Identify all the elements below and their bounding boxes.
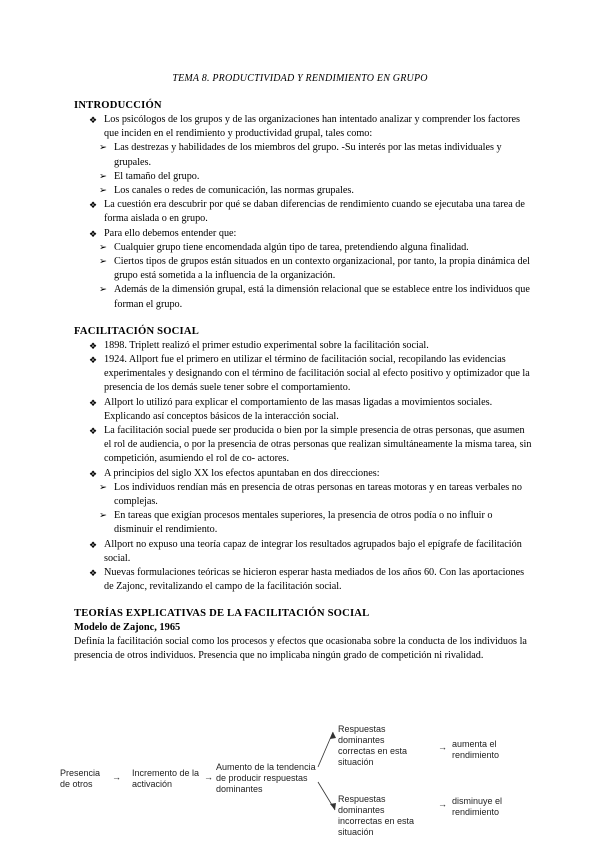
- sub-list-item: [44, 481, 534, 509]
- sub-list-item-text: En tareas que exigían procesos mentales superiores, la presencia de otros podía o no influir o disminuir el rendimiento.: [114, 510, 493, 536]
- sub-list-item-text: Cualquier grupo tiene encomendada algún tipo de tarea, pretendiendo alguna finalidad.: [114, 241, 469, 253]
- list-item: [74, 339, 534, 353]
- node-aumenta: aumenta el rendimiento: [452, 739, 500, 760]
- sub-list-item-text: Los individuos rendían más en presencia de otras personas en tareas motoras y en tareas verbales no complejas.: [114, 481, 522, 508]
- arrow-bullet-icon: ➢: [99, 186, 107, 197]
- list-item: [74, 566, 534, 594]
- node-incremento: Incremento de la activación: [132, 768, 200, 789]
- list-item: [74, 424, 534, 467]
- arrow-bullet-icon: ➢: [99, 171, 107, 182]
- list-item-text: Allport lo utilizó para explicar el comportamiento de las masas ligadas a movimientos sociales. Explicando así conceptos básicos de la interacción social.: [104, 396, 493, 422]
- sub-list-item-text: Además de la dimensión grupal, está la dimensión relacional que se establece entre los individuos que forman el grupo.: [114, 284, 530, 310]
- node-presencia: Presencia de otros: [60, 768, 101, 789]
- diamond-bullet-icon: ❖: [89, 468, 98, 479]
- diamond-bullet-icon: ❖: [89, 340, 98, 351]
- arrow-bullet-icon: ➢: [99, 143, 107, 154]
- section-heading-introduccion: INTRODUCCIÓN: [74, 100, 162, 111]
- subheading-zajonc: Modelo de Zajonc, 1965: [74, 621, 181, 633]
- intro-list: [74, 113, 534, 312]
- list-item: [74, 198, 534, 226]
- document-content: [74, 99, 534, 663]
- diamond-bullet-icon: ❖: [89, 200, 98, 211]
- branch-arrowhead-up: [330, 732, 336, 739]
- list-item: [74, 467, 534, 481]
- list-item-text: Nuevas formulaciones teóricas se hicieron esperar hasta mediados de los años 60. Con las aportaciones de Zajonc, revitalizando el campo de la facilitación social.: [104, 567, 525, 593]
- node-incorrectas: Respuestas dominantes incorrectas en esta situación: [338, 794, 415, 837]
- sub-list-item: [44, 283, 534, 311]
- section-heading-facilitacion: FACILITACIÓN SOCIAL: [74, 325, 199, 337]
- arrow-icon: →: [438, 742, 447, 752]
- document-title: TEMA 8. PRODUCTIVIDAD Y RENDIMIENTO EN GRUPO: [172, 73, 428, 84]
- arrow-bullet-icon: ➢: [99, 511, 107, 522]
- list-item: [74, 353, 534, 396]
- list-item-text: La cuestión era descubrir por qué se daban diferencias de rendimiento cuando se ejecutaba una tarea de forma aislada o en grupo.: [104, 199, 525, 225]
- list-item-text: 1898. Triplett realizó el primer estudio experimental sobre la facilitación social.: [104, 339, 429, 351]
- sub-list-item-text: Las destrezas y habilidades de los miembros del grupo. -Su interés por las metas individuales y grupales.: [114, 142, 502, 168]
- arrow-bullet-icon: ➢: [99, 257, 107, 268]
- list-item-text: Para ello debemos entender que:: [104, 227, 237, 239]
- diamond-bullet-icon: ❖: [89, 539, 98, 550]
- diamond-bullet-icon: ❖: [89, 568, 98, 579]
- sub-list-item: [44, 241, 534, 255]
- list-item: [74, 538, 534, 566]
- branch-arrowhead-down: [330, 803, 336, 810]
- arrow-icon: →: [204, 772, 213, 782]
- section-facilitacion-social: [74, 325, 534, 595]
- list-item-text: Allport no expuso una teoría capaz de integrar los resultados agrupados bajo el epígrafe de facilitación social.: [104, 538, 522, 564]
- node-disminuye: disminuye el rendimiento: [452, 796, 503, 817]
- section-introduccion: [74, 99, 534, 312]
- arrow-icon: →: [438, 799, 447, 809]
- diamond-bullet-icon: ❖: [89, 115, 98, 125]
- list-item-text: La facilitación social puede ser producida o bien por la simple presencia de otras personas, que asumen el rol de audiencia, o por la presencia de otras personas que realizan simultáneamente la misma tarea, sin competición, asumiendo el rol de co- actores.: [104, 425, 532, 465]
- sub-list-item: [44, 170, 534, 184]
- sub-list-item-text: El tamaño del grupo.: [114, 170, 200, 182]
- list-item: [74, 227, 534, 241]
- sub-list-item: [44, 141, 534, 169]
- node-aumento: Aumento de la tendencia de producir respuestas dominantes: [216, 762, 316, 794]
- section-heading-teorias: TEORÍAS EXPLICATIVAS DE LA FACILITACIÓN SOCIAL: [74, 607, 370, 619]
- arrow-bullet-icon: ➢: [99, 482, 107, 493]
- sub-list-item-text: Los canales o redes de comunicación, las normas grupales.: [114, 185, 354, 197]
- list-item: [74, 113, 534, 141]
- diamond-bullet-icon: ❖: [89, 355, 98, 366]
- arrow-icon: →: [112, 772, 121, 782]
- diamond-bullet-icon: ❖: [89, 397, 98, 408]
- section-teorias: [74, 607, 534, 663]
- diamond-bullet-icon: ❖: [89, 228, 98, 239]
- zajonc-paragraph: Definía la facilitación social como los procesos y efectos que ocasionaba sobre la conducta de los individuos la presencia de otros individuos. Presencia que no implicaba ningún grado de competición ni rivalidad.: [74, 635, 527, 661]
- list-item: [74, 396, 534, 424]
- arrow-bullet-icon: ➢: [99, 242, 107, 253]
- sub-list-item-text: Ciertos tipos de grupos están situados en un contexto organizacional, por tanto, la propia dinámica del grupo está sometida a la influencia de la organización.: [114, 256, 530, 282]
- sub-list-item: [44, 509, 534, 537]
- sub-list-item: [44, 255, 534, 283]
- sub-list-item: [44, 184, 534, 198]
- diamond-bullet-icon: ❖: [89, 426, 98, 437]
- facilitacion-list: [74, 339, 534, 595]
- list-item-text: A principios del siglo XX los efectos apuntaban en dos direcciones:: [104, 467, 380, 479]
- node-correctas: Respuestas dominantes correctas en esta situación: [338, 724, 408, 767]
- list-item-text: 1924. Allport fue el primero en utilizar el término de facilitación social, recopilando las evidencias experimentales y designando con el término de facilitación social al efecto positivo y optimizador que la presencia de los demás suele tener sobre el comportamiento.: [104, 354, 530, 394]
- list-item-text: Los psicólogos de los grupos y de las organizaciones han intentado analizar y comprender los factores que inciden en el rendimiento y productividad grupal, tales como:: [104, 114, 520, 140]
- zajonc-diagram: [60, 722, 540, 840]
- arrow-bullet-icon: ➢: [99, 285, 107, 296]
